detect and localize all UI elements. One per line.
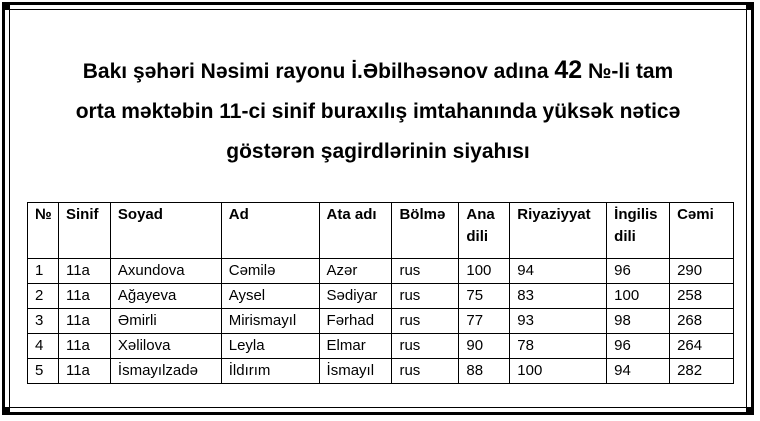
cell-english: 96: [607, 259, 670, 284]
header-father-name: Ata adı: [319, 203, 392, 259]
cell-english: 100: [607, 284, 670, 309]
cell-english: 94: [607, 359, 670, 384]
cell-math: 94: [510, 259, 607, 284]
header-total: Cəmi: [670, 203, 734, 259]
header-name: Ad: [221, 203, 319, 259]
title-line-1: [20, 50, 736, 92]
header-math: Riyaziyyat: [510, 203, 607, 259]
table-row: [28, 359, 734, 384]
cell-section: rus: [392, 259, 459, 284]
title-line-1-end: №-li tam: [582, 60, 674, 83]
cell-number: 2: [28, 284, 59, 309]
cell-class: 11a: [58, 259, 110, 284]
cell-father-name: Fərhad: [319, 309, 392, 334]
cell-number: 1: [28, 259, 59, 284]
cell-surname: Ağayeva: [110, 284, 221, 309]
cell-english: 98: [607, 309, 670, 334]
header-native-language: Ana dili: [459, 203, 510, 259]
cell-name: Cəmilə: [221, 259, 319, 284]
border-corner-bottom-left: [2, 407, 10, 415]
cell-english: 96: [607, 334, 670, 359]
cell-total: 290: [670, 259, 734, 284]
cell-math: 78: [510, 334, 607, 359]
cell-native-language: 77: [459, 309, 510, 334]
cell-class: 11a: [58, 284, 110, 309]
cell-father-name: Azər: [319, 259, 392, 284]
cell-name: İldırım: [221, 359, 319, 384]
cell-surname: Axundova: [110, 259, 221, 284]
cell-surname: Xəlilova: [110, 334, 221, 359]
header-section: Bölmə: [392, 203, 459, 259]
cell-class: 11a: [58, 309, 110, 334]
cell-total: 258: [670, 284, 734, 309]
cell-total: 268: [670, 309, 734, 334]
cell-total: 282: [670, 359, 734, 384]
header-english: İngilis dili: [607, 203, 670, 259]
cell-father-name: Sədiyar: [319, 284, 392, 309]
cell-name: Mirismayıl: [221, 309, 319, 334]
cell-class: 11a: [58, 359, 110, 384]
title-line-1-start: Bakı şəhəri Nəsimi rayonu İ.Əbilhəsənov adına: [82, 60, 555, 83]
cell-father-name: İsmayıl: [319, 359, 392, 384]
header-class: Sinif: [58, 203, 110, 259]
cell-number: 3: [28, 309, 59, 334]
results-table: [27, 202, 734, 384]
document-title: [20, 50, 736, 172]
cell-math: 100: [510, 359, 607, 384]
border-corner-bottom-right: [746, 407, 754, 415]
table-row: [28, 284, 734, 309]
table-row: [28, 259, 734, 284]
cell-section: rus: [392, 284, 459, 309]
cell-math: 93: [510, 309, 607, 334]
school-number: 42: [554, 56, 583, 84]
cell-native-language: 75: [459, 284, 510, 309]
cell-name: Leyla: [221, 334, 319, 359]
cell-class: 11a: [58, 334, 110, 359]
cell-section: rus: [392, 334, 459, 359]
table-row: [28, 309, 734, 334]
cell-number: 4: [28, 334, 59, 359]
border-corner-top-left: [2, 2, 10, 10]
cell-native-language: 88: [459, 359, 510, 384]
cell-native-language: 90: [459, 334, 510, 359]
header-surname: Soyad: [110, 203, 221, 259]
title-line-2: orta məktəbin 11-ci sinif buraxılış imtahanında yüksək nəticə: [75, 100, 681, 123]
title-line-3: göstərən şagirdlərinin siyahısı: [226, 140, 530, 163]
header-number: №: [28, 203, 59, 259]
cell-native-language: 100: [459, 259, 510, 284]
cell-father-name: Elmar: [319, 334, 392, 359]
cell-surname: Əmirli: [110, 309, 221, 334]
cell-number: 5: [28, 359, 59, 384]
cell-math: 83: [510, 284, 607, 309]
cell-section: rus: [392, 359, 459, 384]
border-corner-top-right: [746, 2, 754, 10]
cell-section: rus: [392, 309, 459, 334]
cell-surname: İsmayılzadə: [110, 359, 221, 384]
cell-total: 264: [670, 334, 734, 359]
table-header-row: [28, 203, 734, 259]
table-row: [28, 334, 734, 359]
cell-name: Aysel: [221, 284, 319, 309]
